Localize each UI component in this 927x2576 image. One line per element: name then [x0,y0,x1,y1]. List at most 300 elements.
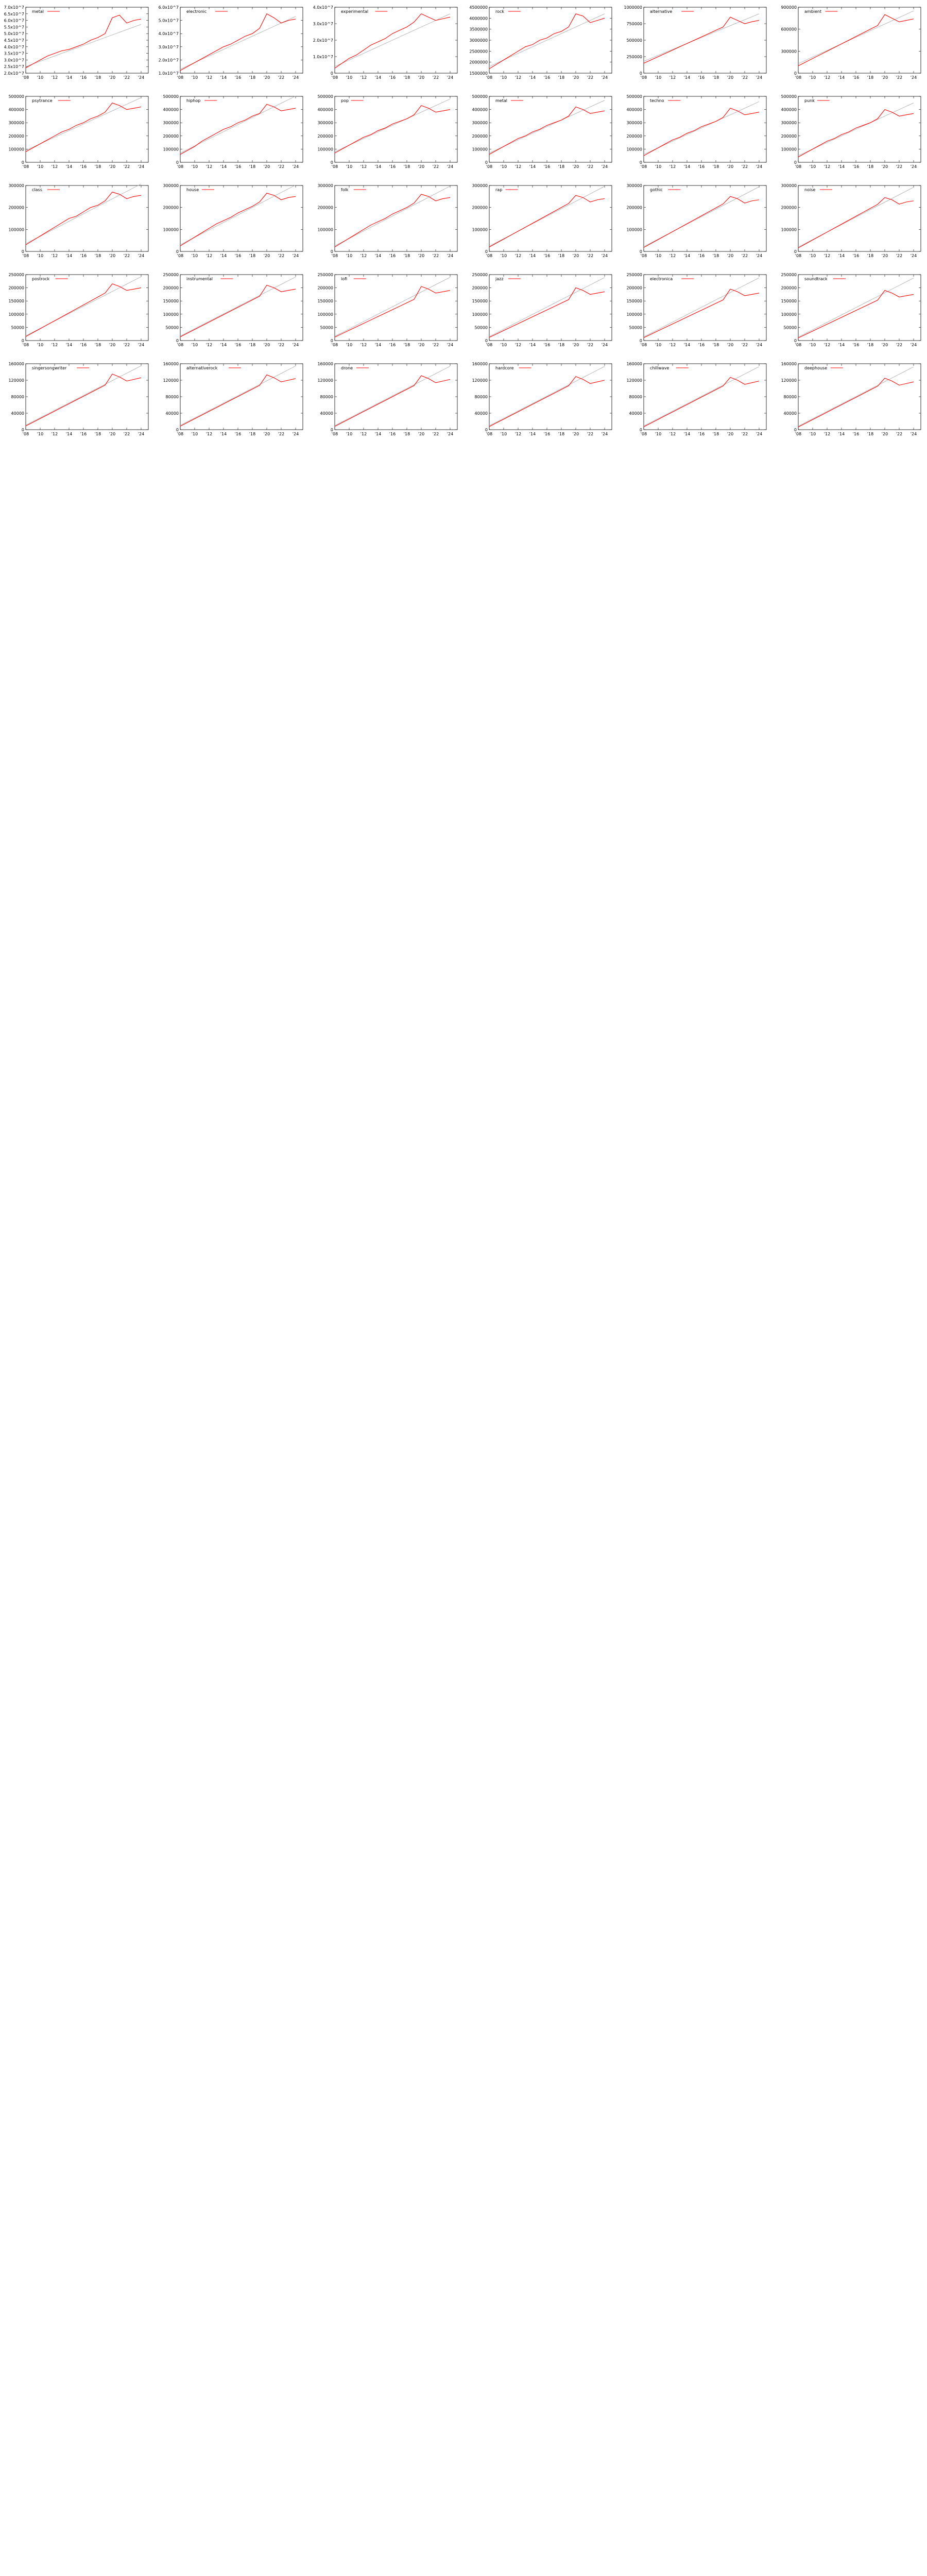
series-line [26,15,141,67]
x-tick-label: '24 [910,343,917,347]
y-tick-label: 50000 [320,325,333,330]
x-tick-label: '22 [432,253,439,258]
x-tick-label: '16 [80,432,87,436]
chart-panel [309,0,464,89]
legend [650,188,680,192]
y-tick-label: 200000 [163,133,179,139]
y-tick-label: 120000 [8,378,24,383]
x-tick-label: '10 [37,164,44,169]
series-line [180,193,296,246]
x-tick-label: '22 [896,75,903,80]
y-tick-label: 4000000 [469,16,488,21]
x-tick-label: '08 [795,432,802,436]
series-line [489,14,605,69]
x-tick-label: '20 [109,343,116,347]
plot-frame [798,275,921,341]
x-tick-label: '24 [601,75,608,80]
y-tick-label: 900000 [781,5,797,10]
y-tick-label: 0 [794,338,797,343]
x-tick-label: '24 [138,75,145,80]
x-tick-label: '08 [177,75,184,80]
legend-label: hardcore [495,366,514,370]
x-tick-label: '20 [418,75,425,80]
y-tick-label: 200000 [781,205,797,210]
x-tick-label: '16 [852,75,860,80]
x-tick-label: '16 [698,343,705,347]
x-tick-label: '18 [94,253,101,258]
x-tick-label: '12 [51,164,58,169]
trend-line [644,14,759,61]
x-tick-label: '16 [698,75,705,80]
x-tick-label: '16 [698,432,705,436]
plot-frame [489,7,612,73]
x-tick-label: '08 [331,343,338,347]
series-line [180,375,296,427]
x-tick-label: '20 [727,343,734,347]
trend-line [644,367,759,426]
plot-frame [489,96,612,162]
plot-frame [335,185,457,251]
x-tick-label: '16 [234,253,242,258]
x-tick-label: '08 [177,253,184,258]
x-tick-label: '12 [669,75,676,80]
legend [186,366,241,370]
y-tick-label: 2.0x10^7 [313,38,333,43]
x-tick-label: '14 [374,75,382,80]
line-chart [154,89,309,178]
y-tick-label: 100000 [472,227,488,232]
line-chart [154,357,309,446]
y-tick-label: 40000 [165,411,179,416]
y-tick-label: 100000 [626,147,642,152]
x-tick-label: '24 [292,343,299,347]
plot-frame [180,275,303,341]
y-tick-label: 200000 [8,285,24,291]
y-tick-label: 80000 [629,395,642,399]
line-chart [772,267,927,357]
x-tick-label: '22 [741,343,748,347]
trend-line [489,278,605,337]
legend-label: postrock [32,277,50,281]
x-tick-label: '22 [741,75,748,80]
x-tick-label: '20 [109,432,116,436]
y-tick-label: 4.5x10^7 [4,38,24,43]
plot-frame [180,7,303,73]
trend-line [489,187,605,246]
legend [32,366,89,370]
legend [341,188,366,192]
y-tick-label: 200000 [472,205,488,210]
line-chart [309,89,464,178]
x-tick-label: '12 [514,253,522,258]
x-tick-label: '18 [867,253,874,258]
x-tick-label: '22 [278,164,285,169]
y-tick-label: 200000 [781,133,797,139]
x-tick-label: '08 [177,432,184,436]
x-tick-label: '22 [432,343,439,347]
line-chart [618,357,772,446]
x-tick-label: '14 [683,75,691,80]
y-tick-label: 0 [330,338,333,343]
y-tick-label: 2.0x10^7 [158,58,179,63]
y-tick-label: 300000 [626,183,642,188]
x-tick-label: '20 [263,75,270,80]
x-tick-label: '12 [823,75,831,80]
y-tick-label: 0 [485,249,488,254]
legend [804,9,837,14]
chart-panel [0,267,154,357]
plot-frame [335,7,457,73]
series-line [489,107,605,154]
series-line [489,195,605,247]
plot-frame [644,275,766,341]
x-tick-label: '10 [809,432,816,436]
x-tick-label: '16 [389,253,396,258]
y-tick-label: 100000 [781,312,797,317]
legend-label: metal [495,98,507,103]
legend [186,98,217,103]
y-tick-label: 80000 [11,395,24,399]
y-tick-label: 100000 [472,147,488,152]
legend-label: electronic [186,9,207,14]
x-tick-label: '24 [910,75,917,80]
plot-frame [180,185,303,251]
y-tick-label: 0 [21,428,24,432]
plot-frame [26,96,148,162]
x-tick-label: '08 [331,253,338,258]
x-tick-label: '20 [109,75,116,80]
legend [32,188,60,192]
x-tick-label: '22 [123,75,130,80]
x-tick-label: '16 [543,75,551,80]
line-chart [618,89,772,178]
line-chart [0,178,154,267]
y-tick-label: 50000 [11,325,24,330]
y-tick-label: 200000 [626,205,642,210]
legend-label: rap [495,188,503,192]
x-tick-label: '18 [403,164,410,169]
legend [341,9,387,14]
legend [495,188,518,192]
x-tick-label: '14 [220,432,227,436]
y-tick-label: 160000 [626,362,642,366]
legend [804,98,830,103]
x-tick-label: '24 [910,164,917,169]
y-tick-label: 50000 [165,325,179,330]
trend-line [644,278,759,337]
x-tick-label: '20 [572,432,579,436]
x-tick-label: '10 [346,343,353,347]
x-tick-label: '16 [234,164,242,169]
y-tick-label: 300000 [317,121,333,126]
x-tick-label: '18 [558,164,565,169]
x-tick-label: '12 [823,253,831,258]
x-tick-label: '22 [278,432,285,436]
x-tick-label: '20 [881,432,888,436]
series-line [798,291,914,338]
x-tick-label: '24 [601,164,608,169]
x-tick-label: '24 [447,343,454,347]
y-tick-label: 100000 [163,227,179,232]
y-tick-label: 100000 [8,312,24,317]
y-tick-label: 0 [639,249,642,254]
line-chart [154,267,309,357]
x-tick-label: '08 [331,75,338,80]
x-tick-label: '14 [65,253,73,258]
x-tick-label: '12 [669,253,676,258]
legend [32,9,60,14]
chart-panel [309,357,464,446]
line-chart [309,0,464,89]
chart-panel [772,357,927,446]
x-tick-label: '08 [486,432,493,436]
x-tick-label: '14 [220,75,227,80]
series-line [26,284,141,336]
chart-panel [772,178,927,267]
x-tick-label: '14 [683,432,691,436]
plot-frame [489,364,612,430]
y-tick-label: 200000 [163,205,179,210]
x-tick-label: '16 [389,432,396,436]
chart-panel [618,89,772,178]
series-line [489,288,605,337]
x-tick-label: '18 [94,343,101,347]
x-tick-label: '20 [263,343,270,347]
x-tick-label: '14 [374,432,382,436]
chart-panel [618,0,772,89]
x-tick-label: '08 [795,253,802,258]
x-tick-label: '18 [867,75,874,80]
x-tick-label: '12 [51,432,58,436]
y-tick-label: 1500000 [469,71,488,76]
x-tick-label: '16 [543,164,551,169]
chart-panel [154,0,309,89]
x-tick-label: '08 [795,75,802,80]
chart-panel [464,178,618,267]
trend-line [180,185,296,245]
y-tick-label: 300000 [781,121,797,126]
x-tick-label: '24 [447,75,454,80]
y-tick-label: 400000 [781,107,797,112]
chart-panel [464,89,618,178]
x-tick-label: '10 [37,253,44,258]
x-tick-label: '24 [601,253,608,258]
legend-label: drone [341,366,353,370]
x-tick-label: '22 [587,75,594,80]
plot-frame [489,185,612,251]
x-tick-label: '22 [896,164,903,169]
x-tick-label: '14 [374,253,382,258]
y-tick-label: 4.0x10^7 [4,44,24,49]
y-tick-label: 500000 [8,94,24,99]
line-chart [464,89,618,178]
y-tick-label: 2.5x10^7 [4,64,24,70]
y-tick-label: 300000 [317,183,333,188]
chart-panel [464,267,618,357]
y-tick-label: 300000 [472,121,488,126]
x-tick-label: '18 [249,75,256,80]
y-tick-label: 0 [794,428,797,432]
y-tick-label: 0 [639,160,642,165]
x-tick-label: '10 [191,253,198,258]
y-tick-label: 200000 [626,285,642,291]
x-tick-label: '18 [94,75,101,80]
x-tick-label: '16 [389,164,396,169]
y-tick-label: 200000 [781,285,797,291]
x-tick-label: '14 [220,343,227,347]
legend [341,366,369,370]
y-tick-label: 100000 [317,312,333,317]
x-tick-label: '10 [37,75,44,80]
y-tick-label: 0 [639,338,642,343]
x-tick-label: '16 [852,343,860,347]
plot-frame [180,96,303,162]
x-tick-label: '18 [249,164,256,169]
plot-frame [26,275,148,341]
x-tick-label: '08 [795,343,802,347]
x-tick-label: '14 [838,164,845,169]
x-tick-label: '24 [756,343,763,347]
y-tick-label: 50000 [629,325,642,330]
x-tick-label: '10 [500,164,507,169]
plot-frame [180,364,303,430]
x-tick-label: '18 [712,432,719,436]
y-tick-label: 200000 [472,285,488,291]
x-tick-label: '10 [191,343,198,347]
x-tick-label: '08 [22,253,29,258]
x-tick-label: '08 [640,343,647,347]
x-tick-label: '24 [138,164,145,169]
x-tick-label: '10 [191,432,198,436]
x-tick-label: '20 [881,343,888,347]
x-tick-label: '10 [809,253,816,258]
y-tick-label: 100000 [163,312,179,317]
legend-label: singersongwriter [32,366,67,370]
y-tick-label: 500000 [163,94,179,99]
y-tick-label: 160000 [781,362,797,366]
y-tick-label: 120000 [626,378,642,383]
x-tick-label: '20 [881,164,888,169]
y-tick-label: 4.0x10^7 [313,5,333,10]
line-chart [309,357,464,446]
legend [495,98,523,103]
trend-line [644,187,759,247]
chart-panel [309,178,464,267]
x-tick-label: '14 [529,164,536,169]
x-tick-label: '24 [138,343,145,347]
x-tick-label: '16 [80,75,87,80]
x-tick-label: '10 [655,432,662,436]
x-tick-label: '24 [756,432,763,436]
series-line [489,377,605,427]
x-tick-label: '14 [220,164,227,169]
y-tick-label: 40000 [11,411,24,416]
x-tick-label: '18 [403,253,410,258]
x-tick-label: '12 [205,75,213,80]
x-tick-label: '14 [838,432,845,436]
legend-label: punk [804,98,815,103]
y-tick-label: 120000 [472,378,488,383]
x-tick-label: '08 [486,343,493,347]
chart-panel [618,357,772,446]
y-tick-label: 300000 [163,121,179,126]
legend-label: gothic [650,188,663,192]
x-tick-label: '20 [572,75,579,80]
legend [804,188,832,192]
y-tick-label: 40000 [629,411,642,416]
plot-frame [335,275,457,341]
y-tick-label: 150000 [163,299,179,304]
series-line [644,377,759,427]
x-tick-label: '16 [234,432,242,436]
chart-panel [154,267,309,357]
x-tick-label: '14 [529,343,536,347]
y-tick-label: 0 [330,71,333,76]
x-tick-label: '14 [529,432,536,436]
legend [650,277,694,281]
y-tick-label: 0 [485,428,488,432]
x-tick-label: '12 [669,432,676,436]
x-tick-label: '18 [712,75,719,80]
x-tick-label: '16 [852,432,860,436]
legend-label: alternative [650,9,673,14]
x-tick-label: '16 [80,253,87,258]
y-tick-label: 150000 [472,299,488,304]
chart-panel [0,0,154,89]
x-tick-label: '12 [360,164,367,169]
line-chart [309,267,464,357]
legend-label: techno [650,98,664,103]
y-tick-label: 0 [330,160,333,165]
line-chart [0,89,154,178]
y-tick-label: 0 [176,249,179,254]
y-tick-label: 400000 [8,107,24,112]
legend [804,277,846,281]
x-tick-label: '08 [640,432,647,436]
x-tick-label: '08 [486,75,493,80]
legend-label: rock [495,9,505,14]
legend-label: alternativerock [186,366,218,370]
y-tick-label: 200000 [626,133,642,139]
x-tick-label: '20 [109,164,116,169]
x-tick-label: '16 [543,253,551,258]
y-tick-label: 6.5x10^7 [4,11,24,16]
y-tick-label: 0 [330,249,333,254]
legend [650,98,680,103]
x-tick-label: '12 [360,432,367,436]
y-tick-label: 750000 [626,22,642,26]
x-tick-label: '20 [881,75,888,80]
legend [804,366,843,370]
legend [341,98,364,103]
trend-line [180,277,296,336]
series-line [335,194,450,247]
series-line [26,192,141,245]
x-tick-label: '12 [205,253,213,258]
line-chart [618,0,772,89]
y-tick-label: 0 [794,249,797,254]
series-line [335,286,450,337]
x-tick-label: '16 [698,253,705,258]
x-tick-label: '10 [346,253,353,258]
y-tick-label: 40000 [320,411,333,416]
y-tick-label: 120000 [317,378,333,383]
plot-frame [798,185,921,251]
x-tick-label: '08 [22,164,29,169]
y-tick-label: 250000 [781,273,797,277]
x-tick-label: '16 [543,343,551,347]
y-tick-label: 4500000 [469,5,488,10]
